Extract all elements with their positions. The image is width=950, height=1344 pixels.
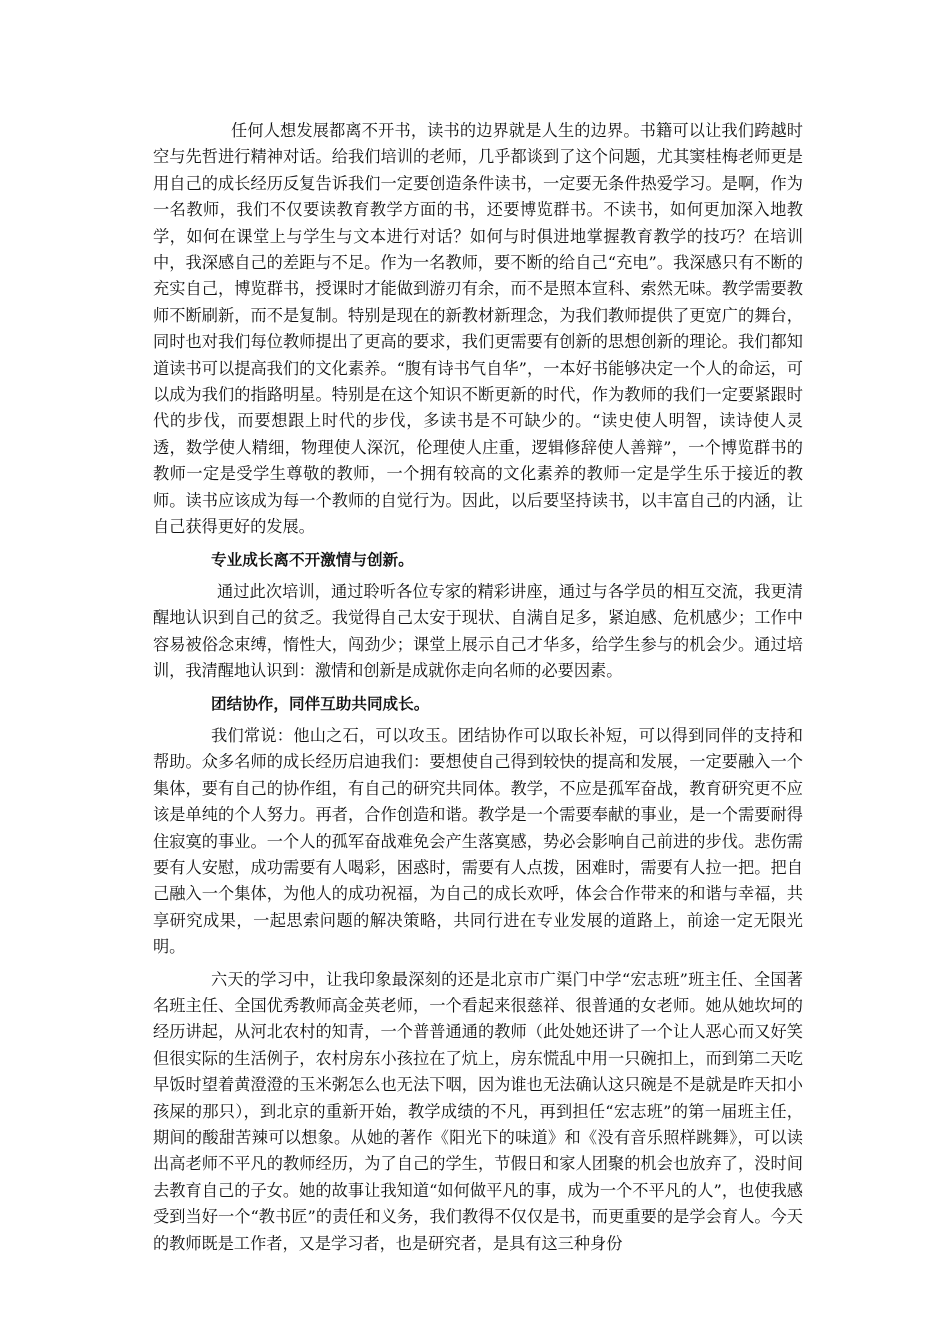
paragraph-teamwork: 我们常说：他山之石，可以攻玉。团结协作可以取长补短，可以得到同伴的支持和帮助。众多名师的成长经历启迪我们：要想使自己得到较快的提高和发展，一定要融入一个集体，要有自己的协作组，有自己的研究共同体。教学，不应是孤军奋战，教育研究更不应该是单纯的个人努力。再者，合作创造和谐。教学是一个需要奉献的事业，是一个需要耐得住寂寞的事业。一个人的孤军奋战难免会产生落寞感，势必会影响自己前进的步伐。悲伤需要有人安慰，成功需要有人喝彩，困惑时，需要有人点拨，困难时，需要有人拉一把。把自己融入一个集体，为他人的成功祝福，为自己的成长欢呼，体会合作带来的和谐与幸福，共享研究成果，一起思索问题的解决策略，共同行进在专业发展的道路上，前途一定无限光明。 bbox=[153, 725, 803, 957]
paragraph-reading: 任何人想发展都离不开书，读书的边界就是人生的边界。书籍可以让我们跨越时空与先哲进行精神对话。给我们培训的老师，几乎都谈到了这个问题，尤其窦桂梅老师更是用自己的成长经历反复告诉我们一定要创造条件读书，一定要无条件热爱学习。是啊，作为一名教师，我们不仅要读教育教学方面的书，还要博览群书。不读书，如何更加深入地教学，如何在课堂上与学生与文本进行对话？如何与时俱进地掌握教育教学的技巧？在培训中，我深感自己的差距与不足。作为一名教师，要不断的给自己“充电”。我深感只有不断的充实自己，博览群书，授课时才能做到游刃有余，而不是照本宣科、索然无味。教学需要教师不断刷新，而不是复制。特别是现在的新教材新理念，为我们教师提供了更宽广的舞台，同时也对我们每位教师提出了更高的要求，我们更需要有创新的思想创新的理论。我们都知道读书可以提高我们的文化素养。“腹有诗书气自华”，一本好书能够决定一个人的命运，可以成为我们的指路明星。特别是在这个知识不断更新的时代，作为教师的我们一定要紧跟时代的步伐，而要想跟上时代的步伐，多读书是不可缺少的。“读史使人明智，读诗使人灵透，数学使人精细，物理使人深沉，伦理使人庄重，逻辑修辞使人善辩”，一个博览群书的教师一定是受学生尊敬的教师，一个拥有较高的文化素养的教师一定是学生乐于接近的教师。读书应该成为每一个教师的自觉行为。因此，以后要坚持读书，以丰富自己的内涵，让自己获得更好的发展。 bbox=[153, 121, 803, 537]
paragraph-six-days: 六天的学习中，让我印象最深刻的还是北京市广渠门中学“宏志班”班主任、全国著名班主任、全国优秀教师高金英老师，一个看起来很慈祥、很普通的女老师。她从她坎坷的经历讲起，从河北农村的知青，一个普普通通的教师（此处她还讲了一个让人恶心而又好笑但很实际的生活例子，农村房东小孩拉在了炕上，房东慌乱中用一只碗扣上，而到第二天吃早饭时望着黄澄澄的玉米粥怎么也无法下咽，因为谁也无法确认这只碗是不是就是昨天扣小孩屎的那只），到北京的重新开始，教学成绩的不凡，再到担任“宏志班”的第一届班主任，期间的酸甜苦辣可以想象。从她的著作《阳光下的味道》和《没有音乐照样跳舞》，可以读出高老师不平凡的教师经历，为了自己的学生，节假日和家人团聚的机会也放弃了，没时间去教育自己的子女。她的故事让我知道“如何做平凡的事，成为一个不平凡的人”，也使我感受到当好一个“教书匠”的责任和义务，我们教得不仅仅是书，而更重要的是学会育人。今天的教师既是工作者，又是学习者，也是研究者，是具有这三种身份 bbox=[153, 969, 803, 1253]
section-heading-teamwork: 团结协作，同伴互助共同成长。 bbox=[211, 694, 430, 713]
section-heading-passion-innovation: 专业成长离不开激情与创新。 bbox=[211, 550, 414, 569]
document-page bbox=[153, 118, 803, 1257]
paragraph-passion-innovation: 通过此次培训，通过聆听各位专家的精彩讲座，通过与各学员的相互交流，我更清醒地认识到自己的贫乏。我觉得自己太安于现状、自满自足多，紧迫感、危机感少；工作中容易被俗念束缚，惰性大，闯劲少；课堂上展示自己才华多，给学生参与的机会少。通过培训，我清醒地认识到：激情和创新是成就你走向名师的必要因素。 bbox=[153, 581, 803, 681]
